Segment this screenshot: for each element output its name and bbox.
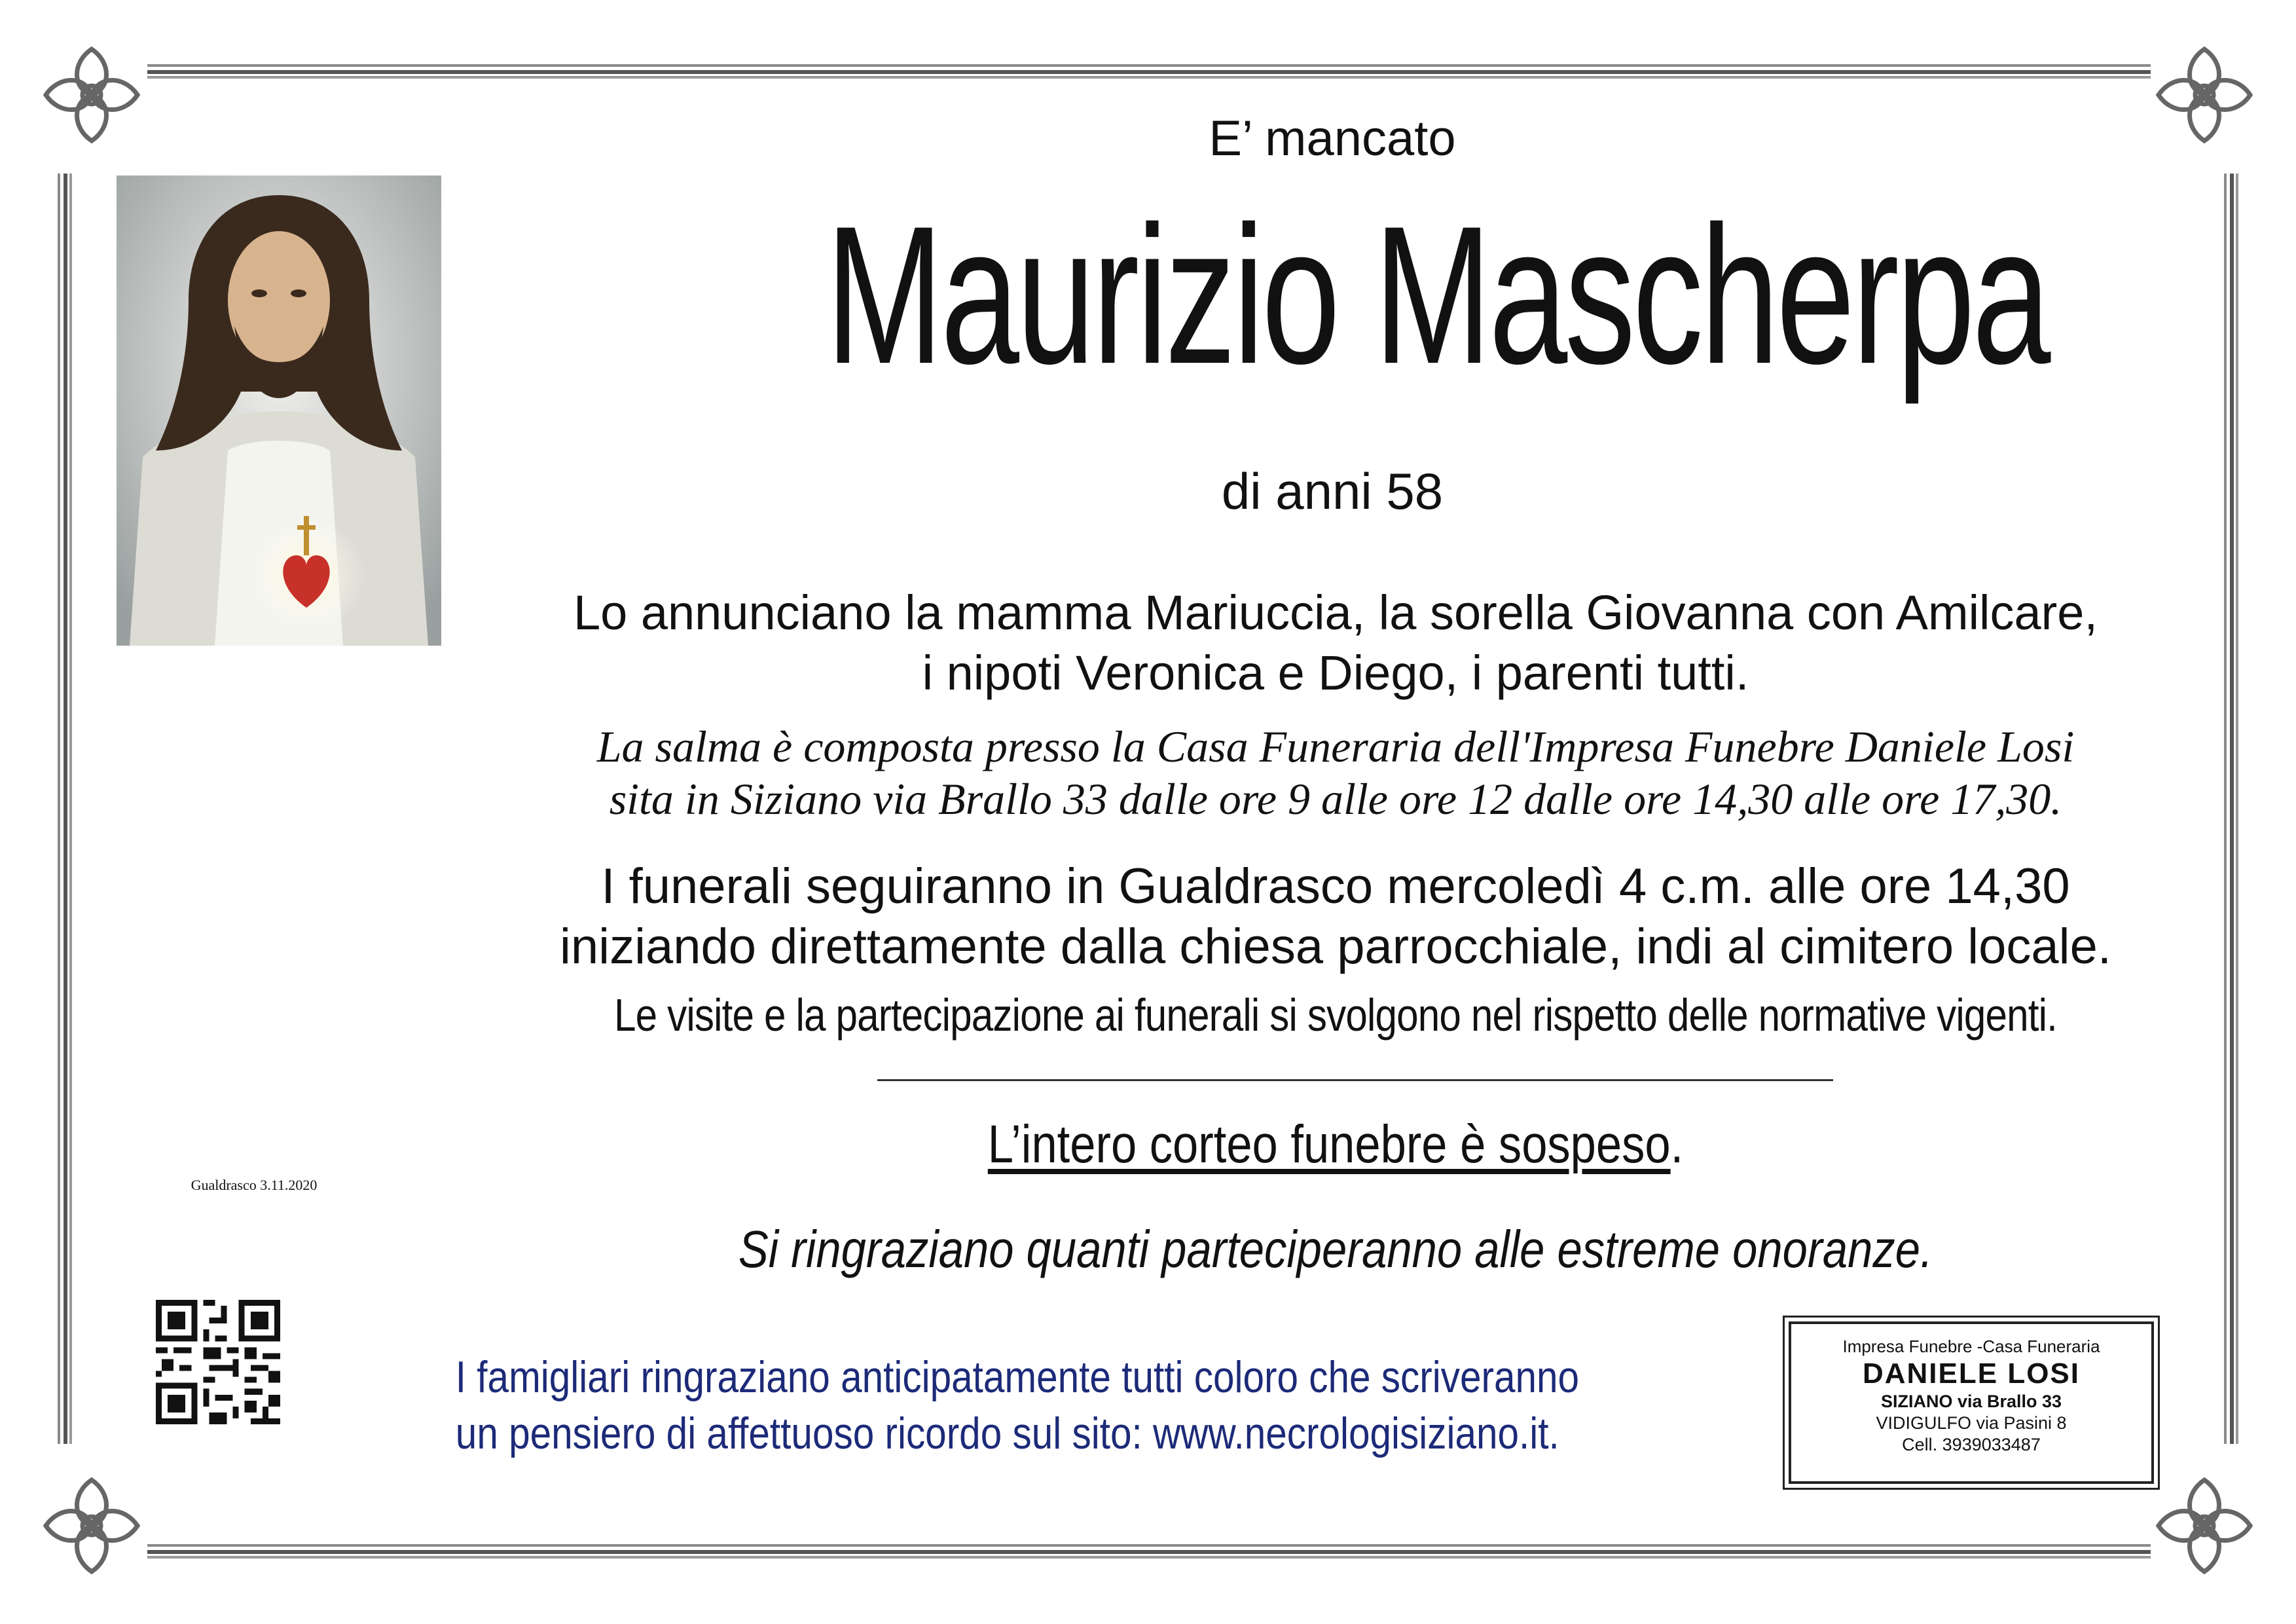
corteo-period: . [1670,1115,1684,1174]
footer-thanks [455,1349,1580,1462]
frame-bottom-line [147,1544,2151,1559]
floral-corner-icon [2145,1467,2263,1585]
corteo-text: L’intero corteo funebre è sospeso [987,1115,1671,1174]
frame-right-line [2224,174,2238,1444]
deceased-name: Maurizio Mascherpa [826,185,2049,405]
visits-notice: Le visite e la partecipazione ai funerali si svolgono nel rispetto delle normative vigenti. [614,989,2057,1041]
announcement-line: Lo annunciano la mamma Mariuccia, la sorella Giovanna con Amilcare, [573,585,2098,640]
agency-address-vidigulfo: VIDIGULFO via Pasini 8 [1876,1413,2067,1433]
floral-corner-icon [2145,36,2263,154]
funeral-line: iniziando direttamente dalla chiesa parrocchiale, indi al cimitero locale. [560,919,2111,974]
sacred-heart-portrait-icon [117,175,441,646]
floral-corner-icon [33,36,151,154]
qr-code-icon [156,1300,280,1424]
footer-thanks-line: un pensiero di affettuoso ricordo sul sito: www.necrologisiziano.it. [455,1409,1559,1458]
agency-address-siziano: SIZIANO via Brallo 33 [1880,1392,2062,1411]
divider-line [877,1079,1833,1081]
corteo-notice [604,1113,2068,1176]
agency-box [1789,1321,2154,1484]
announcement-paragraph [484,583,2187,703]
funeral-line: I funerali seguiranno in Gualdrasco mercoledì 4 c.m. alle ore 14,30 [601,858,2070,914]
agency-phone: Cell. 3939033487 [1902,1435,2041,1454]
footer-thanks-line: I famigliari ringraziano anticipatamente tutti coloro che scriveranno [455,1352,1580,1402]
date-place: Gualdrasco 3.11.2020 [191,1177,318,1193]
frame-left-line [58,174,72,1444]
agency-name: DANIELE LOSI [1862,1357,2081,1390]
floral-corner-icon [33,1467,151,1585]
thanks-onoranze: Si ringraziano quanti parteciperanno alle estreme onoranze. [738,1220,1933,1278]
age-text: di anni 58 [1221,462,1444,520]
salma-line: sita in Siziano via Brallo 33 dalle ore 9 alle ore 12 dalle ore 14,30 alle ore 17,30. [609,774,2062,824]
frame-top-line [147,64,2151,79]
intro-text: E’ mancato [1209,111,1456,166]
agency-type: Impresa Funebre -Casa Funeraria [1842,1337,2100,1356]
salma-line: La salma è composta presso la Casa Funeraria dell'Impresa Funebre Daniele Losi [596,722,2075,771]
funeral-paragraph [484,857,2187,977]
announcement-line: i nipoti Veronica e Diego, i parenti tutti. [922,646,1749,700]
salma-paragraph [484,720,2187,825]
